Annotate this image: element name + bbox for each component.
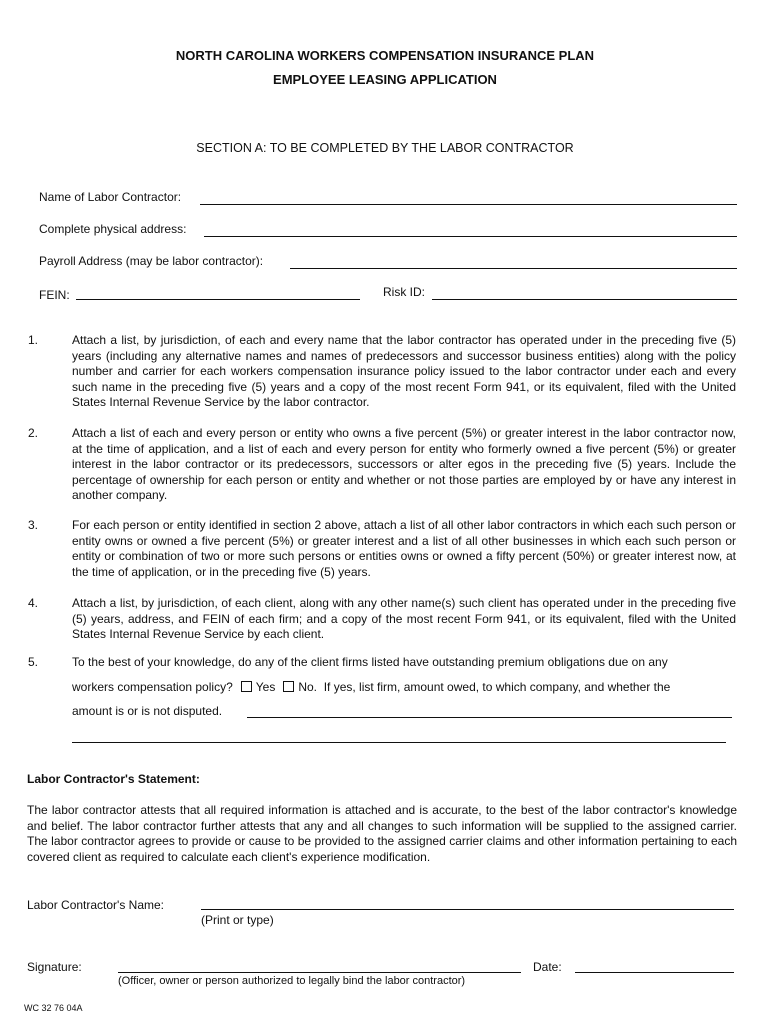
section-heading: SECTION A: TO BE COMPLETED BY THE LABOR CONTRACTOR	[196, 141, 574, 155]
no-checkbox[interactable]	[283, 681, 294, 692]
payroll-label: Payroll Address (may be labor contractor):	[39, 254, 264, 268]
risk-label: Risk ID:	[383, 285, 425, 299]
item-number: 1.	[28, 333, 39, 347]
signature-hint: (Officer, owner or person authorized to legally bind the labor contractor)	[118, 975, 466, 987]
item5-question: workers compensation policy?	[72, 680, 233, 694]
dispute-field[interactable]	[247, 717, 732, 718]
contractor-name-hint: (Print or type)	[201, 913, 274, 927]
form-subtitle: EMPLOYEE LEASING APPLICATION	[273, 72, 497, 87]
item-number: 3.	[28, 518, 39, 532]
contractor-name-field[interactable]	[201, 909, 734, 910]
name-label: Name of Labor Contractor:	[39, 190, 182, 204]
address-field[interactable]	[204, 236, 737, 237]
fein-label: FEIN:	[39, 288, 70, 302]
item-number: 5.	[28, 655, 39, 669]
address-label: Complete physical address:	[39, 222, 187, 236]
item-text: For each person or entity identified in section 2 above, attach a list of all other labor contractors in which each such person or entity owns or owned a five percent (5%) or greater interest and a list of all other businesses in which each such person or entity or combination of two or more such persons or entities owns or owned a fifty percent (50%) or greater interest now, at the time of application, or in the preceding five (5) years.	[72, 518, 736, 579]
signature-label: Signature:	[27, 960, 82, 974]
yes-checkbox[interactable]	[241, 681, 252, 692]
name-field[interactable]	[200, 204, 737, 205]
fein-field[interactable]	[76, 299, 360, 300]
item5-line3: amount is or is not disputed.	[72, 704, 223, 718]
risk-field[interactable]	[432, 299, 737, 300]
contractor-name-label: Labor Contractor's Name:	[27, 898, 165, 912]
item-text: Attach a list, by jurisdiction, of each and every name that the labor contractor has operated under in the preceding five (5) years (including any alternative names and names of predecessors and successor business entities) along with the policy number and carrier for each workers compensation insurance policy issued to the labor contractor under each and every such name in the preceding five (5) years and a copy of the most recent Form 941, or its equivalent, filed with the United States Internal Revenue Service by the labor contractor.	[72, 333, 736, 410]
date-field[interactable]	[575, 972, 734, 973]
item-number: 4.	[28, 596, 39, 610]
item5-instruction: If yes, list firm, amount owed, to which company, and whether the	[323, 680, 671, 694]
item-text: Attach a list, by jurisdiction, of each client, along with any other name(s) such client has operated under in the preceding five (5) years, address, and FEIN of each firm; and a copy of the most recent Form 941, or its equivalent, filed with the United States Internal Revenue Service by each client.	[72, 596, 736, 642]
statement-heading: Labor Contractor's Statement:	[27, 772, 200, 786]
date-label: Date:	[533, 960, 562, 974]
form-title: NORTH CAROLINA WORKERS COMPENSATION INSURANCE PLAN	[175, 48, 595, 63]
item-number: 2.	[28, 426, 39, 440]
no-label: No.	[298, 680, 318, 694]
item-text: To the best of your knowledge, do any of the client firms listed have outstanding premium obligations due on any	[72, 655, 668, 669]
item-text: Attach a list of each and every person or entity who owns a five percent (5%) or greater interest in the labor contractor now, at the time of application, and a list of each and every person for entity who formerly owned a five percent (5%) or greater interest in the labor contractor or its predecessors, successors or alter egos in the preceding five (5) years. Include the percentage of ownership for each person or entity and whether or not those parties are employed by or have any interest in another company.	[72, 426, 736, 503]
payroll-field[interactable]	[290, 268, 737, 269]
dispute-field-extra[interactable]	[72, 742, 726, 743]
yes-label: Yes	[255, 680, 276, 694]
signature-field[interactable]	[118, 972, 521, 973]
item5-line2	[72, 680, 670, 694]
form-id: WC 32 76 04A	[24, 1003, 83, 1013]
statement-body: The labor contractor attests that all required information is attached and is accurate, to the best of the labor contractor's knowledge and belief. The labor contractor further attests that any and all changes to such information will be supplied to the assigned carrier. The labor contractor agrees to provide or cause to be provided to the assigned carrier claims and other information pertaining to each covered client as required to calculate each client's experience modification.	[27, 803, 737, 864]
